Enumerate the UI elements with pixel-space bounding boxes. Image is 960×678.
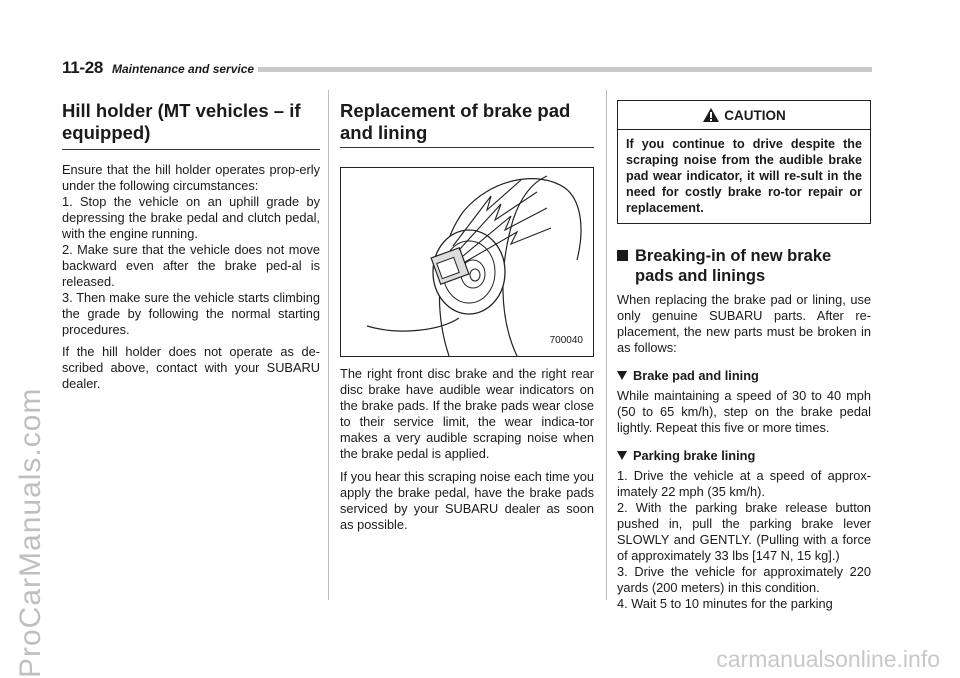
disc-brake-wear-indicator-drawing	[341, 168, 593, 356]
brake-pad-subheading	[617, 368, 871, 383]
caution-and-breakin-section	[617, 100, 871, 612]
page-number: 11-28	[62, 58, 104, 77]
figure-code: 700040	[549, 335, 583, 346]
brake-pad-paragraph: The right front disc brake and the right rear disc brake have audible wear indicators on the brake pads. If the brake pads wear close to their service limit, the wear indica-tor makes a very audible scraping noise when the brake pedal is applied.	[340, 366, 594, 461]
hill-holder-intro: Ensure that the hill holder operates prop-erly under the following circumstances:	[62, 162, 320, 193]
header-rule	[258, 67, 872, 72]
side-watermark: ProCarManuals.com	[14, 387, 47, 678]
column-divider	[328, 90, 329, 600]
breakin-heading	[617, 246, 871, 286]
title-rule	[340, 147, 594, 148]
footer-watermark: carmanualsonline.info	[716, 646, 940, 672]
parking-brake-step: 1. Drive the vehicle at a speed of approx-imately 22 mph (35 km/h).	[617, 468, 871, 499]
column-divider	[606, 90, 607, 600]
down-triangle-icon	[617, 451, 627, 460]
hill-holder-step: 2. Make sure that the vehicle does not move backward even after the brake ped-al is released.	[62, 242, 320, 289]
warning-triangle-icon	[702, 107, 720, 123]
brake-illustration	[340, 167, 594, 357]
page-header	[62, 58, 872, 80]
breakin-heading-text: Breaking-in of new brake pads and linings	[635, 247, 832, 285]
down-triangle-icon	[617, 371, 627, 380]
hill-holder-note: If the hill holder does not operate as de-scribed above, contact with your SUBARU dealer.	[62, 344, 320, 391]
black-square-icon	[617, 250, 628, 261]
caution-text: If you continue to drive despite the scraping noise from the audible brake pad wear indicator, it will re-sult in the need for costly brake ro-tor repair or replacement.	[626, 137, 862, 215]
brake-pad-title: Replacement of brake pad and lining	[340, 100, 571, 143]
hill-holder-step: 3. Then make sure the vehicle starts climbing the grade by following the normal starting procedures.	[62, 290, 320, 337]
caution-box	[617, 100, 871, 224]
parking-brake-subheading	[617, 448, 871, 463]
parking-brake-subheading-text: Parking brake lining	[633, 448, 756, 463]
brake-pad-paragraph: If you hear this scraping noise each time you apply the brake pedal, have the brake pads serviced by your SUBARU dealer as soon as possible.	[340, 469, 594, 532]
brake-pad-instructions: While maintaining a speed of 30 to 40 mph (50 to 65 km/h), step on the brake pedal lightly. Repeat this five or more times.	[617, 388, 871, 435]
brake-pad-section	[340, 100, 594, 533]
hill-holder-title: Hill holder (MT vehicles – if equipped)	[62, 100, 301, 143]
caution-title: CAUTION	[724, 107, 786, 123]
parking-brake-step: 2. With the parking brake release button pushed in, pull the parking brake lever SLOWLY and GENTLY. (Pulling with a force of approximately 33 lbs [147 N, 15 kg].)	[617, 500, 871, 563]
section-name: Maintenance and service	[112, 62, 255, 76]
breakin-intro: When replacing the brake pad or lining, use only genuine SUBARU parts. After re-placement, the new parts must be broken in as follows:	[617, 292, 871, 355]
parking-brake-step: 4. Wait 5 to 10 minutes for the parking	[617, 596, 833, 611]
title-rule	[62, 149, 320, 150]
caution-header	[618, 101, 870, 130]
hill-holder-step: 1. Stop the vehicle on an uphill grade by depressing the brake pedal and clutch pedal, with the engine running.	[62, 194, 320, 241]
hill-holder-section	[62, 100, 320, 392]
parking-brake-step: 3. Drive the vehicle for approximately 220 yards (200 meters) in this condition.	[617, 564, 871, 595]
brake-pad-subheading-text: Brake pad and lining	[633, 368, 759, 383]
